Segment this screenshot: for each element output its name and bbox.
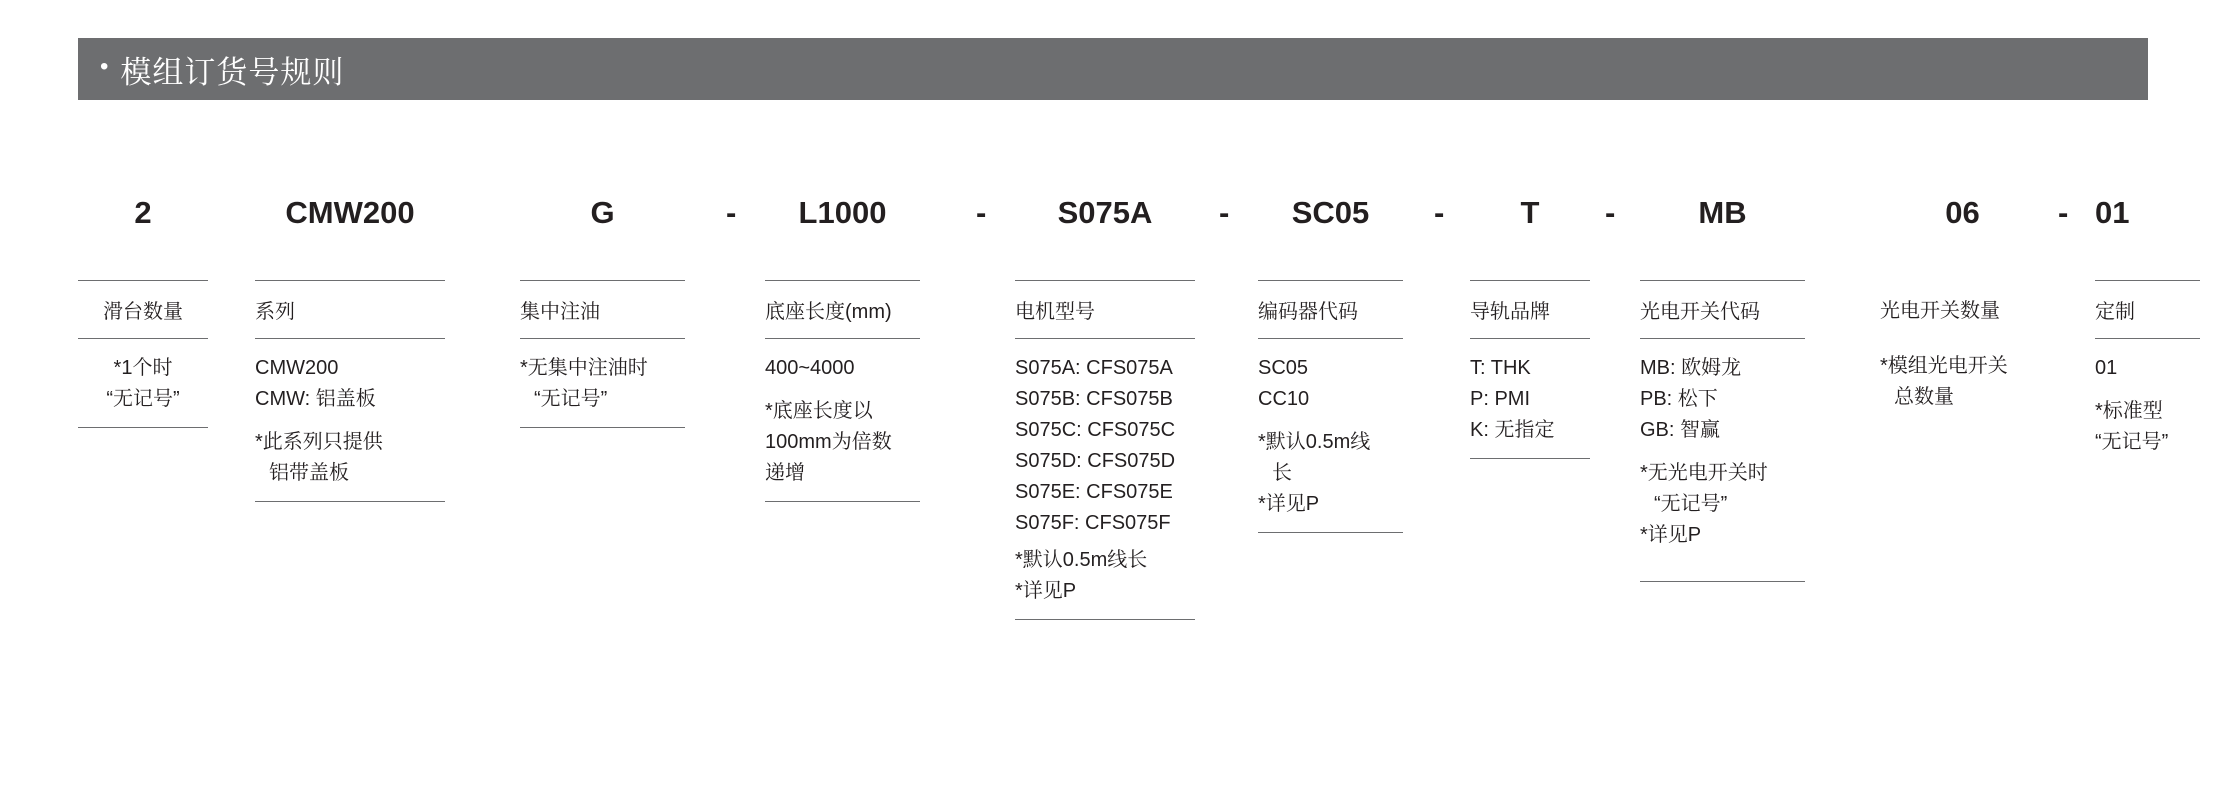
list-item: SC05 [1258,357,1309,379]
list-item: PB: 松下 [1640,388,1718,410]
code-label: 光电开关数量 [1880,300,2000,322]
code-value: S075A [1057,195,1153,230]
list-item: 100mm为倍数 [765,431,892,453]
divider [520,427,685,428]
code-label: 光电开关代码 [1640,301,1760,323]
code-column-series [255,190,445,502]
list-item: MB: 欧姆龙 [1640,357,1742,379]
code-value: 2 [134,195,152,230]
code-options [765,339,920,489]
list-item: 总数量 [1894,386,1954,408]
page-title: 模组订货号规则 [120,54,345,90]
separator-dash: - [2058,195,2069,230]
list-item: S075F: CFS075F [1015,512,1171,534]
code-value: CMW200 [285,195,415,230]
code-options [2095,339,2200,458]
list-item: CMW: 铝盖板 [255,388,376,410]
code-label: 定制 [2095,301,2135,323]
separator-dash: - [1605,195,1616,230]
code-column-custom [2095,190,2200,470]
code-value: L1000 [798,195,887,230]
code-options [1015,339,1195,607]
code-value: G [590,195,615,230]
separator-dash: - [726,195,737,230]
divider [78,427,208,428]
list-item: P: PMI [1470,388,1531,410]
list-item: S075A: CFS075A [1015,357,1173,379]
list-item: *模组光电开关 [1880,355,2008,377]
divider [1015,619,1195,620]
list-item: K: 无指定 [1470,419,1555,441]
list-item: *无集中注油时 [520,357,648,379]
code-column-photo-switch-qty [1880,190,2045,413]
list-item: *详见P [1640,524,1702,546]
list-item: *此系列只提供 [255,431,383,453]
separator-dash: - [1219,195,1230,230]
list-item: *默认0.5m线长 [1015,549,1148,571]
order-code-diagram [0,190,2229,790]
code-column-motor-model [1015,190,1195,620]
separator-dash: - [976,195,987,230]
divider [1640,581,1805,582]
code-options [1640,339,1805,551]
list-item: 长 [1272,462,1292,484]
list-item: 递增 [765,462,805,484]
list-item: “无记号” [1654,493,1728,515]
code-column-rail-brand [1470,190,1590,459]
separator-dash: - [1434,195,1445,230]
list-item: S075C: CFS075C [1015,419,1176,441]
code-value: SC05 [1291,195,1370,230]
bullet-icon: • [100,53,109,80]
list-item: 01 [2095,357,2118,379]
list-item: S075E: CFS075E [1015,481,1173,503]
code-options [1470,339,1590,446]
code-column-photo-switch-code [1640,190,1805,582]
code-label: 底座长度(mm) [765,301,892,323]
list-item: *标准型 [2095,400,2163,422]
code-options [78,339,208,415]
list-item: *底座长度以 [765,400,873,422]
code-column-slide-count [78,190,208,428]
code-value: T [1520,195,1540,230]
code-options [1880,337,2045,413]
list-item: “无记号” [2095,431,2169,453]
divider [765,501,920,502]
code-label: 电机型号 [1015,301,1095,323]
list-item: CMW200 [255,357,339,379]
code-label: 导轨品牌 [1470,301,1550,323]
code-options [520,339,685,415]
list-item: *详见P [1015,580,1077,602]
list-item: T: THK [1470,357,1531,379]
list-item: “无记号” [534,388,608,410]
code-value: 01 [2095,195,2130,230]
list-item: *默认0.5m线 [1258,431,1371,453]
code-column-base-length [765,190,920,502]
list-item: S075B: CFS075B [1015,388,1173,410]
list-item: CC10 [1258,388,1310,410]
code-column-encoder [1258,190,1403,533]
code-options [1258,339,1403,520]
list-item: GB: 智赢 [1640,419,1721,441]
list-item: *1个时 [113,357,173,379]
code-label: 编码器代码 [1258,301,1358,323]
code-label: 集中注油 [520,301,600,323]
code-value: 06 [1945,195,1980,230]
divider [1258,532,1403,533]
list-item: “无记号” [106,388,180,410]
divider [1470,458,1590,459]
code-options [255,339,445,489]
list-item: *无光电开关时 [1640,462,1768,484]
code-label: 滑台数量 [103,301,183,323]
list-item: 400~4000 [765,357,855,379]
list-item: S075D: CFS075D [1015,450,1176,472]
section-header [78,38,2148,100]
code-column-lubrication [520,190,685,428]
code-value: MB [1698,195,1747,230]
divider [255,501,445,502]
code-label: 系列 [255,301,295,323]
list-item: 铝带盖板 [269,462,349,484]
list-item: *详见P [1258,493,1320,515]
